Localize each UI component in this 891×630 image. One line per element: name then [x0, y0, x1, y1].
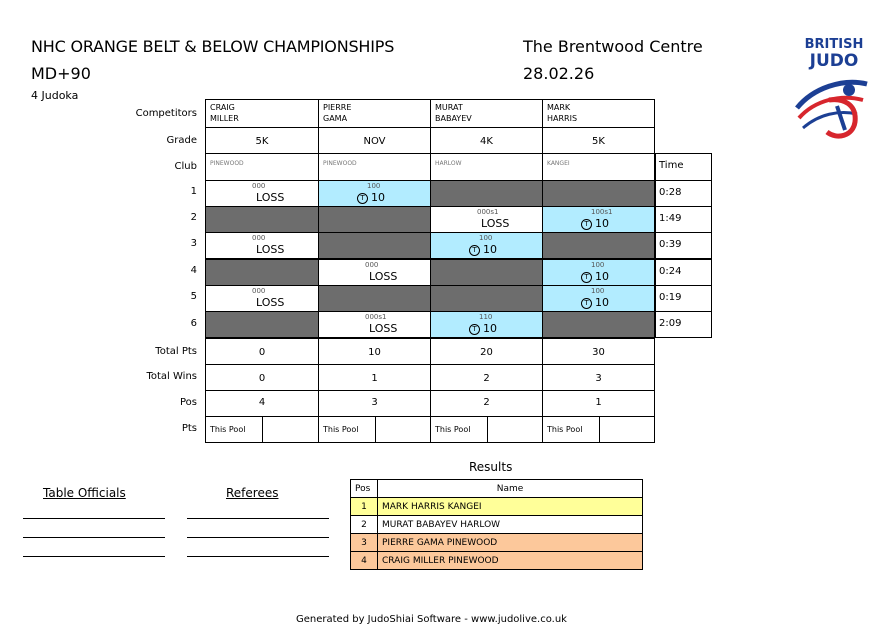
match-result: LOSS	[256, 191, 285, 204]
competitor-last-name: HARRIS	[547, 114, 578, 123]
result-pos: 4	[351, 552, 378, 570]
competitor-first-name: MARK	[547, 103, 571, 112]
competitor-last-name: GAMA	[323, 114, 348, 123]
match-cell-loss	[318, 311, 431, 338]
result-pos: 1	[351, 498, 378, 516]
signature-line	[23, 537, 165, 538]
competitor-club: PINEWOOD	[205, 153, 319, 181]
competitor-first-name: CRAIG	[210, 103, 235, 112]
match-cell-loss	[205, 232, 319, 259]
match-score: 000	[252, 234, 266, 242]
match-score: 100	[591, 287, 605, 295]
total-wins: 3	[542, 364, 655, 391]
match-cell-loss	[205, 180, 319, 207]
pool-points-box	[262, 416, 319, 443]
results-row	[351, 552, 643, 570]
match-result: 10	[483, 322, 497, 335]
total-wins-label: Total Wins	[146, 371, 197, 382]
match-cell-loss	[318, 259, 431, 286]
results-title: Results	[469, 460, 513, 474]
match-result: 10	[595, 296, 609, 309]
match-cell-win	[542, 206, 655, 233]
total-points: 20	[430, 338, 543, 365]
win-tori-icon: T	[469, 324, 480, 335]
match-number: 5	[190, 291, 197, 302]
match-time: 0:24	[655, 259, 712, 286]
time-header: Time	[655, 153, 712, 181]
match-score: 100	[367, 182, 381, 190]
match-cell-empty	[542, 311, 655, 338]
competitor-name	[205, 99, 319, 128]
match-cell-empty	[318, 206, 431, 233]
competitor-club: HARLOW	[430, 153, 543, 181]
match-time: 0:19	[655, 285, 712, 312]
match-cell-empty	[542, 180, 655, 207]
weight-category: MD+90	[31, 64, 91, 83]
match-score: 000	[252, 182, 266, 190]
match-cell-loss	[430, 206, 543, 233]
table-officials-label: Table Officials	[43, 486, 126, 500]
match-cell-loss	[205, 285, 319, 312]
logo-text-british: BRITISH	[804, 37, 864, 52]
grade-label: Grade	[166, 135, 197, 146]
match-number: 1	[190, 186, 197, 197]
match-cell-win	[542, 285, 655, 312]
match-cell-win	[542, 259, 655, 286]
match-result: LOSS	[256, 243, 285, 256]
match-number: 2	[190, 212, 197, 223]
match-time: 1:49	[655, 206, 712, 233]
match-cell-win	[318, 180, 431, 207]
match-number: 4	[190, 265, 197, 276]
total-points: 0	[205, 338, 319, 365]
match-time: 0:28	[655, 180, 712, 207]
competitor-last-name: MILLER	[210, 114, 239, 123]
result-pos: 3	[351, 534, 378, 552]
competitor-club: PINEWOOD	[318, 153, 431, 181]
event-date: 28.02.26	[523, 64, 595, 83]
match-score: 100	[479, 234, 493, 242]
competitor-name	[542, 99, 655, 128]
match-score: 110	[479, 313, 493, 321]
this-pool-label: This Pool	[205, 416, 263, 443]
competitor-last-name: BABAYEV	[435, 114, 472, 123]
competitor-name	[430, 99, 543, 128]
position: 3	[318, 390, 431, 417]
position: 1	[542, 390, 655, 417]
match-number: 6	[190, 318, 197, 329]
total-wins: 2	[430, 364, 543, 391]
match-time: 0:39	[655, 232, 712, 259]
win-tori-icon: T	[357, 193, 368, 204]
match-cell-empty	[430, 259, 543, 286]
results-header-name: Name	[378, 480, 643, 498]
signature-line	[187, 537, 329, 538]
event-title: NHC ORANGE BELT & BELOW CHAMPIONSHIPS	[31, 37, 395, 56]
competitors-label: Competitors	[135, 108, 197, 119]
results-row	[351, 498, 643, 516]
signature-line	[187, 556, 329, 557]
match-score: 000s1	[477, 208, 499, 216]
pool-points-box	[599, 416, 655, 443]
total-points: 30	[542, 338, 655, 365]
competitor-name	[318, 99, 431, 128]
pos-label: Pos	[179, 397, 197, 408]
pool-points-box	[375, 416, 431, 443]
match-score: 100s1	[591, 208, 613, 216]
match-result: 10	[483, 243, 497, 256]
match-cell-empty	[430, 285, 543, 312]
match-score: 000	[252, 287, 266, 295]
footer: Generated by JudoShiai Software - www.judolive.co.uk	[296, 614, 567, 625]
total-points: 10	[318, 338, 431, 365]
this-pool-label: This Pool	[430, 416, 488, 443]
club-label: Club	[174, 161, 197, 172]
match-result: LOSS	[369, 322, 398, 335]
match-result: 10	[371, 191, 385, 204]
results-header-pos: Pos	[351, 480, 378, 498]
match-cell-empty	[318, 285, 431, 312]
match-score: 100	[591, 261, 605, 269]
judoka-count: 4 Judoka	[31, 89, 79, 102]
match-result: 10	[595, 217, 609, 230]
logo-text-judo: JUDO	[809, 51, 859, 71]
match-cell-empty	[205, 311, 319, 338]
match-cell-empty	[430, 180, 543, 207]
match-result: LOSS	[256, 296, 285, 309]
match-result: LOSS	[481, 217, 510, 230]
pool-points-box	[487, 416, 543, 443]
win-tori-icon: T	[581, 298, 592, 309]
win-tori-icon: T	[469, 245, 480, 256]
competitor-grade: 5K	[542, 127, 655, 154]
match-score: 000	[365, 261, 379, 269]
win-tori-icon: T	[581, 272, 592, 283]
pts-label: Pts	[181, 423, 197, 434]
total-pts-label: Total Pts	[155, 346, 197, 357]
match-result: 10	[595, 270, 609, 283]
signature-line	[23, 556, 165, 557]
result-pos: 2	[351, 516, 378, 534]
british-judo-logo	[793, 38, 875, 148]
referees-label: Referees	[226, 486, 279, 500]
total-wins: 0	[205, 364, 319, 391]
competitor-club: KANGEI	[542, 153, 655, 181]
this-pool-label: This Pool	[318, 416, 376, 443]
match-cell-empty	[542, 232, 655, 259]
total-wins: 1	[318, 364, 431, 391]
judoka-emblem-icon	[793, 70, 875, 145]
signature-line	[187, 518, 329, 519]
competitor-first-name: MURAT	[435, 103, 463, 112]
match-cell-empty	[205, 259, 319, 286]
match-time: 2:09	[655, 311, 712, 338]
competitor-grade: 4K	[430, 127, 543, 154]
match-cell-win	[430, 311, 543, 338]
match-cell-empty	[318, 232, 431, 259]
venue: The Brentwood Centre	[523, 37, 703, 56]
position: 4	[205, 390, 319, 417]
results-row	[351, 534, 643, 552]
competitor-grade: NOV	[318, 127, 431, 154]
signature-line	[23, 518, 165, 519]
results-table	[350, 479, 643, 570]
competitor-first-name: PIERRE	[323, 103, 352, 112]
match-cell-win	[430, 232, 543, 259]
result-name: MURAT BABAYEV HARLOW	[378, 516, 643, 534]
win-tori-icon: T	[581, 219, 592, 230]
competitor-grade: 5K	[205, 127, 319, 154]
this-pool-label: This Pool	[542, 416, 600, 443]
match-number: 3	[190, 238, 197, 249]
match-score: 000s1	[365, 313, 387, 321]
match-result: LOSS	[369, 270, 398, 283]
result-name: CRAIG MILLER PINEWOOD	[378, 552, 643, 570]
result-name: PIERRE GAMA PINEWOOD	[378, 534, 643, 552]
result-name: MARK HARRIS KANGEI	[378, 498, 643, 516]
position: 2	[430, 390, 543, 417]
results-row	[351, 516, 643, 534]
match-cell-empty	[205, 206, 319, 233]
